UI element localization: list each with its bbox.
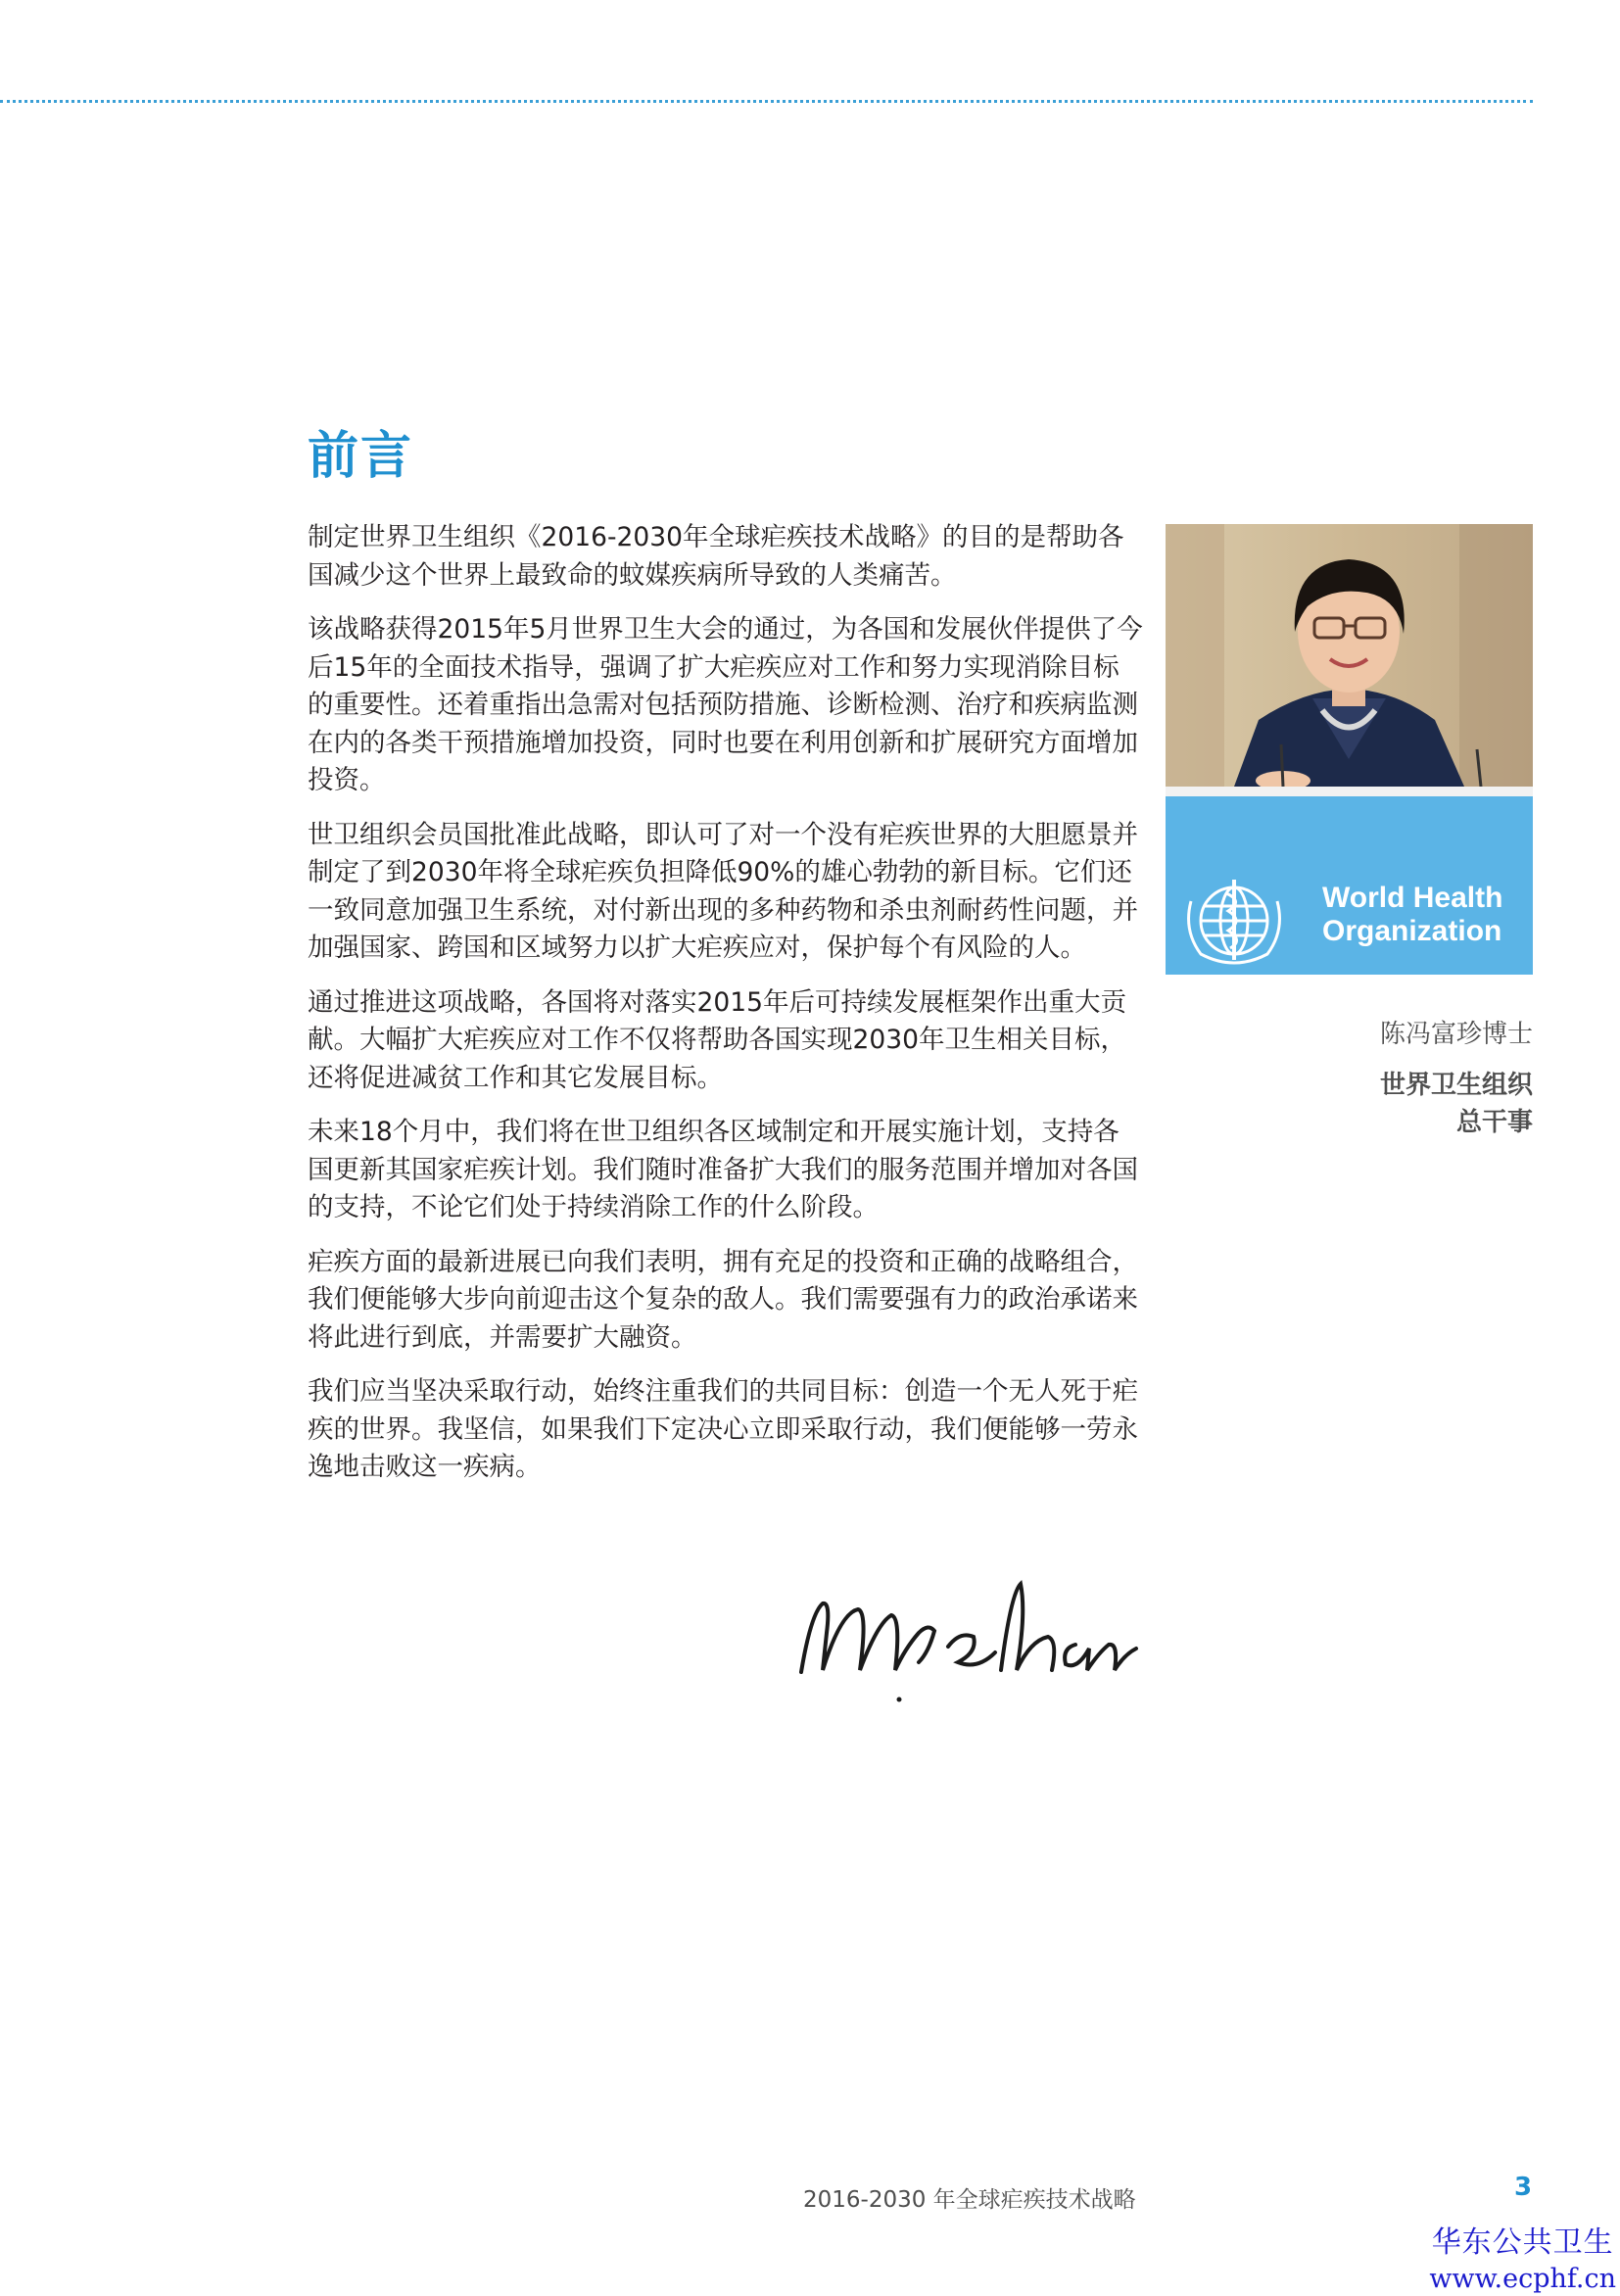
paragraph-7: 我们应当坚决采取行动，始终注重我们的共同目标：创造一个无人死于疟疾的世界。我坚信，如果我们下定决心立即采取行动，我们便能够一劳永逸地击败这一疾病。 bbox=[308, 1376, 1138, 1482]
paragraph-5: 未来18个月中，我们将在世卫组织各区域制定和开展实施计划，支持各国更新其国家疟疾计划。我们随时准备扩大我们的服务范围并增加对各国的支持，不论它们处于持续消除工作的什么阶段。 bbox=[308, 1117, 1138, 1222]
paragraph-2: 该战略获得2015年5月世界卫生大会的通过，为各国和发展伙伴提供了今后15年的全面技术指导，强调了扩大疟疾应对工作和努力实现消除目标的重要性。还着重指出急需对包括预防措施、诊断检测、治疗和疾病监测在内的各类干预措施增加投资，同时也要在利用创新和扩展研究方面增加投资。 bbox=[308, 614, 1143, 795]
who-banner-text bbox=[1322, 882, 1502, 948]
who-banner-line1: World Health bbox=[1322, 882, 1503, 914]
signature bbox=[782, 1555, 1154, 1711]
photo-caption bbox=[1380, 1016, 1533, 1141]
paragraph-1: 制定世界卫生组织《2016-2030年全球疟疾技术战略》的目的是帮助各国减少这个世界上最致命的蚊媒疾病所导致的人类痛苦。 bbox=[308, 522, 1124, 591]
page-number: 3 bbox=[1514, 2173, 1533, 2202]
paragraph-6: 疟疾方面的最新进展已向我们表明，拥有充足的投资和正确的战略组合，我们便能够大步向前迎击这个复杂的敌人。我们需要强有力的政治承诺来将此进行到底，并需要扩大融资。 bbox=[308, 1246, 1138, 1353]
caption-organization: 世界卫生组织 bbox=[1379, 1071, 1533, 1100]
caption-name: 陈冯富珍博士 bbox=[1379, 1020, 1533, 1049]
watermark bbox=[1429, 2224, 1616, 2296]
who-banner-line2: Organization bbox=[1322, 915, 1502, 947]
caption-role: 总干事 bbox=[1455, 1108, 1533, 1137]
watermark-name: 华东公共卫生 bbox=[1431, 2225, 1614, 2260]
director-general-photo bbox=[1166, 524, 1533, 975]
paragraph-4: 通过推进这项战略，各国将对落实2015年后可持续发展框架作出重大贡献。大幅扩大疟疾应对工作不仅将帮助各国实现2030年卫生相关目标，还将促进减贫工作和其它发展目标。 bbox=[308, 986, 1126, 1093]
foreword-body bbox=[308, 519, 1144, 1504]
footer-document-title: 2016-2030 年全球疟疾技术战略 bbox=[803, 2187, 1136, 2213]
top-dotted-rule bbox=[0, 100, 1533, 103]
paragraph-3: 世卫组织会员国批准此战略，即认可了对一个没有疟疾世界的大胆愿景并制定了到2030年将全球疟疾负担降低90%的雄心勃勃的新目标。它们还一致同意加强卫生系统，对付新出现的多种药物和杀虫剂耐药性问题，并加强国家、跨国和区域努力以扩大疟疾应对，保护每个有风险的人。 bbox=[308, 819, 1138, 963]
watermark-url[interactable]: www.ecphf.cn bbox=[1429, 2264, 1616, 2294]
page-heading: 前言 bbox=[308, 427, 414, 486]
